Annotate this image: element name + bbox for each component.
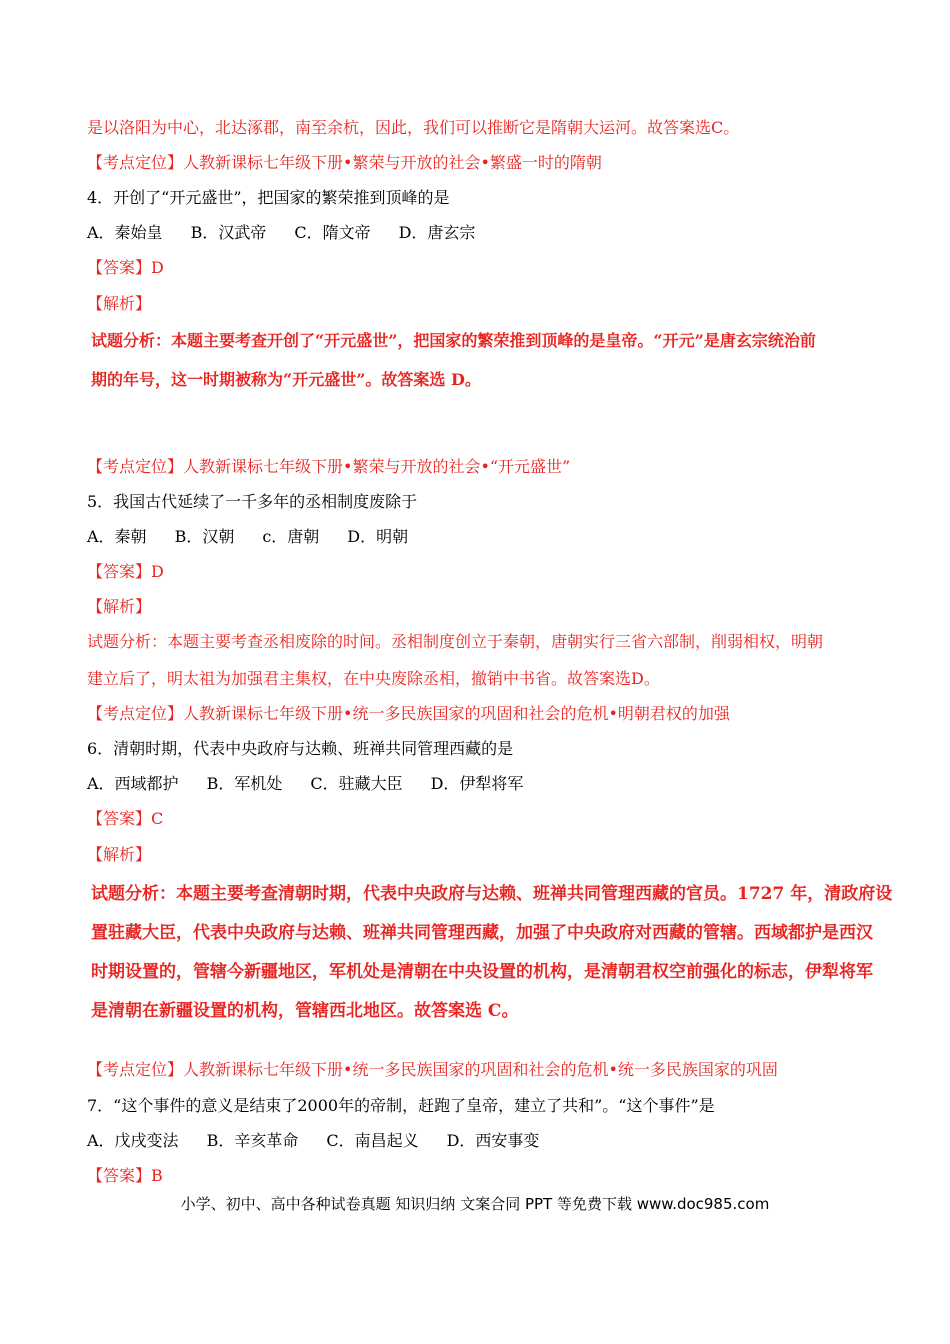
option-c: c．唐朝	[262, 527, 320, 546]
option-c: C．南昌起义	[326, 1131, 419, 1150]
question-4: 4．开创了“开元盛世”，把国家的繁荣推到顶峰的是	[87, 188, 450, 207]
option-a: A．西域都护	[87, 774, 179, 793]
option-c: C．驻藏大臣	[310, 774, 403, 793]
answer-5: 【答案】D	[87, 562, 164, 581]
option-b: B．汉朝	[174, 527, 235, 546]
answer-4: 【答案】D	[87, 258, 164, 277]
question-6: 6．清朝时期，代表中央政府与达赖、班禅共同管理西藏的是	[87, 739, 514, 758]
answer-6: 【答案】C	[87, 809, 164, 828]
option-a: A．秦朝	[87, 527, 147, 546]
analysis-5-line-2: 建立后了，明太祖为加强君主集权，在中央废除丞相，撤销中书省。故答案选D。	[87, 669, 660, 688]
analysis-6-line-2: 置驻藏大臣，代表中央政府与达赖、班禅共同管理西藏，加强了中央政府对西藏的管辖。西域都护是西汉	[91, 923, 873, 943]
option-d: D．明朝	[347, 527, 409, 546]
option-a: A．戊戌变法	[87, 1131, 179, 1150]
page-footer: 小学、初中、高中各种试卷真题 知识归纳 文案合同 PPT 等免费下载 www.doc985.com	[180, 1195, 770, 1213]
question-5: 5．我国古代延续了一千多年的丞相制度废除于	[87, 492, 418, 511]
question-4-options	[87, 223, 503, 243]
topic-tag-6: 【考点定位】人教新课标七年级下册•统一多民族国家的巩固和社会的危机•统一多民族国家的巩固	[87, 1060, 778, 1079]
option-b: B．军机处	[206, 774, 283, 793]
analysis-4-line-2: 期的年号，这一时期被称为“开元盛世”。故答案选 D。	[91, 370, 481, 389]
answer-7: 【答案】B	[87, 1166, 163, 1185]
analysis-6-line-4: 是清朝在新疆设置的机构，管辖西北地区。故答案选 C。	[91, 1001, 519, 1021]
option-c: C．隋文帝	[294, 223, 371, 242]
question-5-options	[87, 527, 436, 547]
question-7-options	[87, 1131, 567, 1151]
analysis-4-label: 【解析】	[87, 294, 152, 313]
topic-tag-4: 【考点定位】人教新课标七年级下册•繁荣与开放的社会•“开元盛世”	[87, 457, 571, 476]
analysis-5-line-1: 试题分析：本题主要考查丞相废除的时间。丞相制度创立于秦朝，唐朝实行三省六部制，削弱相权，明朝	[87, 632, 824, 651]
analysis-6-line-3: 时期设置的，管辖今新疆地区，军机处是清朝在中央设置的机构，是清朝君权空前强化的标志，伊犁将军	[91, 962, 873, 982]
topic-tag-5: 【考点定位】人教新课标七年级下册•统一多民族国家的巩固和社会的危机•明朝君权的加强	[87, 704, 730, 723]
question-6-options	[87, 774, 551, 794]
analysis-5-label: 【解析】	[87, 597, 152, 616]
question-7: 7．“这个事件的意义是结束了2000年的帝制，赶跑了皇帝，建立了共和”。“这个事件”是	[87, 1096, 715, 1115]
analysis-6-line-1: 试题分析：本题主要考查清朝时期，代表中央政府与达赖、班禅共同管理西藏的官员。1727 年，清政府设	[91, 884, 893, 904]
option-d: D．伊犁将军	[430, 774, 524, 793]
analysis-4-line-1: 试题分析：本题主要考查开创了“开元盛世”，把国家的繁荣推到顶峰的是皇帝。“开元”是唐玄宗统治前	[91, 331, 816, 350]
explanation-line: 是以洛阳为中心，北达涿郡，南至余杭，因此，我们可以推断它是隋朝大运河。故答案选C。	[87, 118, 740, 137]
option-a: A．秦始皇	[87, 223, 163, 242]
option-d: D．唐玄宗	[398, 223, 476, 242]
option-b: B．汉武帝	[190, 223, 267, 242]
topic-tag: 【考点定位】人教新课标七年级下册•繁荣与开放的社会•繁盛一时的隋朝	[87, 153, 602, 172]
analysis-6-label: 【解析】	[87, 845, 152, 864]
option-b: B．辛亥革命	[206, 1131, 299, 1150]
option-d: D．西安事变	[446, 1131, 540, 1150]
